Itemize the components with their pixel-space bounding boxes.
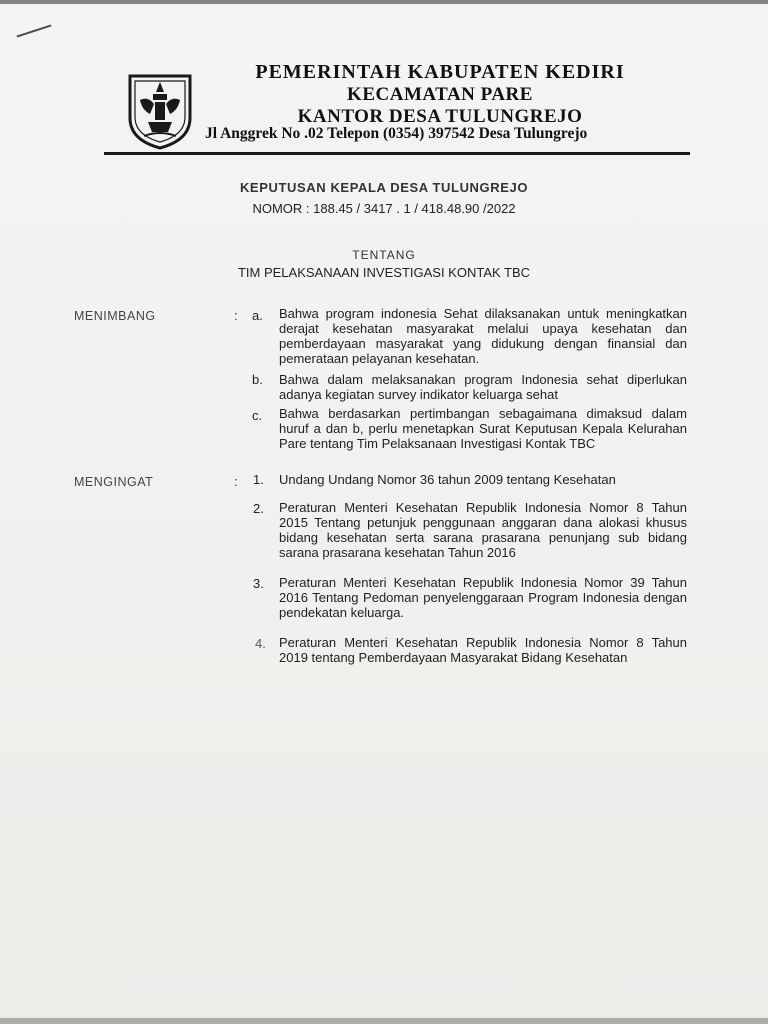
decree-number: NOMOR : 188.45 / 3417 . 1 / 418.48.90 /2022 [252,201,516,216]
mengingat-2-marker: 2. [253,501,264,516]
pen-mark [17,24,52,37]
mengingat-2-text: Peraturan Menteri Kesehatan Republik Indonesia Nomor 8 Tahun 2015 Tentang petunjuk penggunaan anggaran dana alokasi khusus bidang kesehatan serta sarana prasarana penunjang sub bidang sarana prasarana kesehatan Tahun 2016 [279,500,687,560]
mengingat-1-marker: 1. [253,472,264,487]
letterhead-divider [104,152,690,155]
mengingat-1-text: Undang Undang Nomor 36 tahun 2009 tentang Kesehatan [279,472,616,487]
letterhead [200,60,680,128]
kediri-emblem-icon [120,70,200,150]
mengingat-label: MENGINGAT [74,475,154,489]
letterhead-office: KANTOR DESA TULUNGREJO [297,106,583,127]
menimbang-a-text: Bahwa program indonesia Sehat dilaksanakan untuk meningkatkan derajat kesehatan masyarakat melalui upaya kesehatan dan pemberdayaan masyarakat yang didukung dengan finansial dan pemerataan pelayanan kesehatan. [279,306,687,366]
mengingat-colon: : [234,474,238,489]
mengingat-4-marker: 4. [255,636,266,651]
letterhead-address: Jl Anggrek No .02 Telepon (0354) 397542 Desa Tulungrejo [205,125,588,142]
decree-about-title: TIM PELAKSANAAN INVESTIGASI KONTAK TBC [237,265,531,280]
letterhead-government: PEMERINTAH KABUPATEN KEDIRI [255,61,625,83]
scan-top-edge [0,0,768,4]
scan-bottom-edge [0,1018,768,1024]
decree-heading [0,180,768,216]
letterhead-district: KECAMATAN PARE [347,84,533,105]
mengingat-3-marker: 3. [253,576,264,591]
mengingat-3-text: Peraturan Menteri Kesehatan Republik Indonesia Nomor 39 Tahun 2016 Tentang Pedoman penyelenggaraan Program Indonesia dengan pendekatan keluarga. [279,575,687,620]
menimbang-colon: : [234,308,238,323]
decree-title: KEPUTUSAN KEPALA DESA TULUNGREJO [239,180,529,195]
menimbang-b-text: Bahwa dalam melaksanakan program Indonesia sehat diperlukan adanya kegiatan survey indikator keluarga sehat [279,372,687,402]
menimbang-label: MENIMBANG [74,309,156,323]
mengingat-4-text: Peraturan Menteri Kesehatan Republik Indonesia Nomor 8 Tahun 2019 tentang Pemberdayaan Masyarakat Bidang Kesehatan [279,635,687,665]
menimbang-b-marker: b. [252,372,263,387]
menimbang-c-text: Bahwa berdasarkan pertimbangan sebagaimana dimaksud dalam huruf a dan b, perlu menetapkan Surat Keputusan Kepala Kelurahan Pare tentang Tim Pelaksanaan Investigasi Kontak TBC [279,406,687,451]
decree-about-label: TENTANG [352,248,416,262]
menimbang-c-marker: c. [252,408,263,423]
menimbang-a-marker: a. [252,308,263,323]
